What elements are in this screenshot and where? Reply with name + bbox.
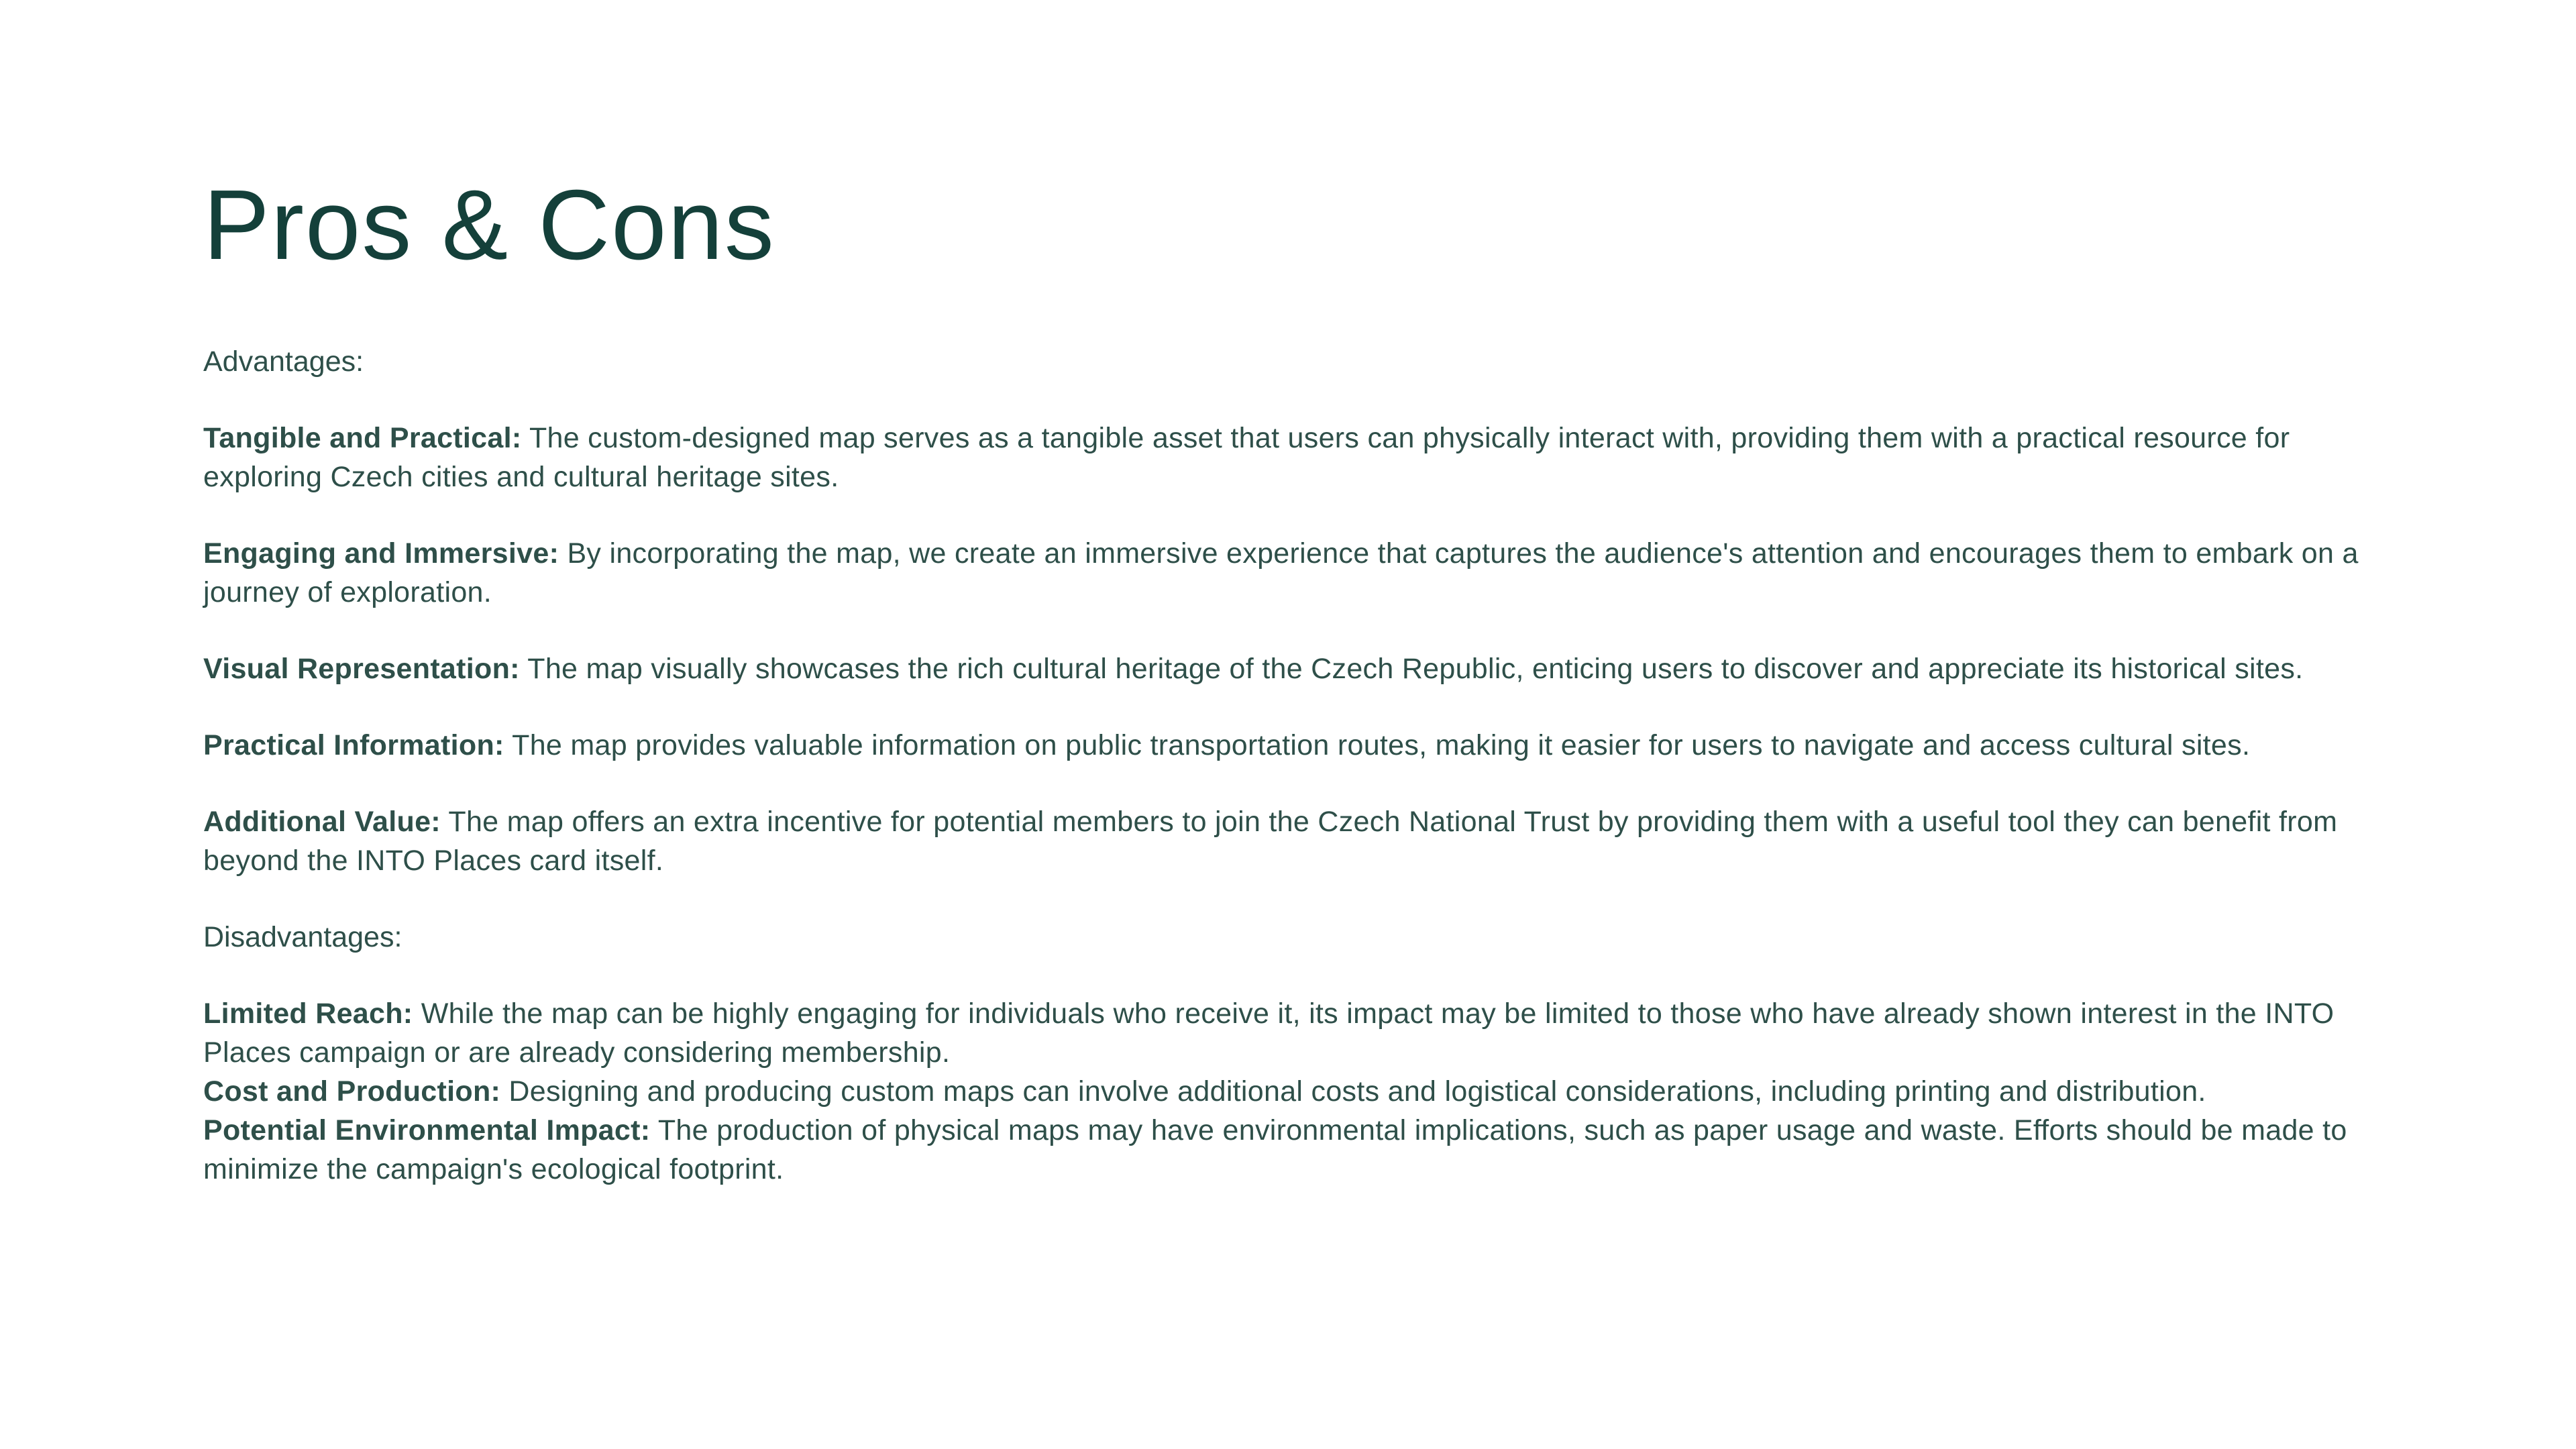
advantage-item	[203, 649, 2390, 688]
advantage-item	[203, 534, 2390, 612]
advantage-item-label: Visual Representation:	[203, 652, 520, 685]
section-disadvantages	[203, 918, 2390, 1189]
page-title: Pros & Cons	[203, 170, 775, 280]
disadvantage-item-text: Designing and producing custom maps can involve additional costs and logistical considerations, including printing and distribution.	[508, 1075, 2206, 1108]
disadvantage-item-label: Potential Environmental Impact:	[203, 1114, 651, 1146]
advantage-item	[203, 419, 2390, 496]
disadvantage-item-text: The production of physical maps may have environmental implications, such as paper usage and waste. Efforts should be made to minimize the campaign's ecological footprint.	[203, 1114, 2347, 1185]
advantage-item-text: By incorporating the map, we create an immersive experience that captures the audience's attention and encourages them to embark on a journey of exploration.	[203, 537, 2359, 608]
advantage-item-text: The map provides valuable information on public transportation routes, making it easier for users to navigate and access cultural sites.	[512, 729, 2251, 761]
advantage-item-text: The custom-designed map serves as a tangible asset that users can physically interact with, providing them with a practical resource for exploring Czech cities and cultural heritage sites.	[203, 421, 2290, 493]
section-heading-disadvantages: Disadvantages:	[203, 920, 402, 953]
advantage-item-label: Engaging and Immersive:	[203, 537, 559, 570]
advantage-item-label: Practical Information:	[203, 729, 504, 761]
disadvantage-item-label: Limited Reach:	[203, 997, 413, 1030]
disadvantage-item-text: While the map can be highly engaging for individuals who receive it, its impact may be limited to those who have already shown interest in the INTO Places campaign or are already considering membership.	[203, 997, 2334, 1069]
advantage-item	[203, 802, 2390, 880]
section-advantages	[203, 342, 2390, 880]
section-heading-advantages: Advantages:	[203, 345, 364, 378]
advantage-item-label: Additional Value:	[203, 805, 441, 838]
advantage-item	[203, 726, 2390, 765]
disadvantage-item-label: Cost and Production:	[203, 1075, 501, 1108]
disadvantage-item	[203, 994, 2390, 1072]
advantage-item-text: The map offers an extra incentive for potential members to join the Czech National Trust by providing them with a useful tool they can benefit from beyond the INTO Places card itself.	[203, 805, 2338, 877]
disadvantage-item	[203, 1111, 2390, 1189]
slide-content	[203, 171, 2390, 1189]
advantage-item-label: Tangible and Practical:	[203, 421, 522, 454]
disadvantage-item	[203, 1072, 2390, 1111]
advantage-item-text: The map visually showcases the rich cultural heritage of the Czech Republic, enticing users to discover and appreciate its historical sites.	[527, 652, 2304, 685]
